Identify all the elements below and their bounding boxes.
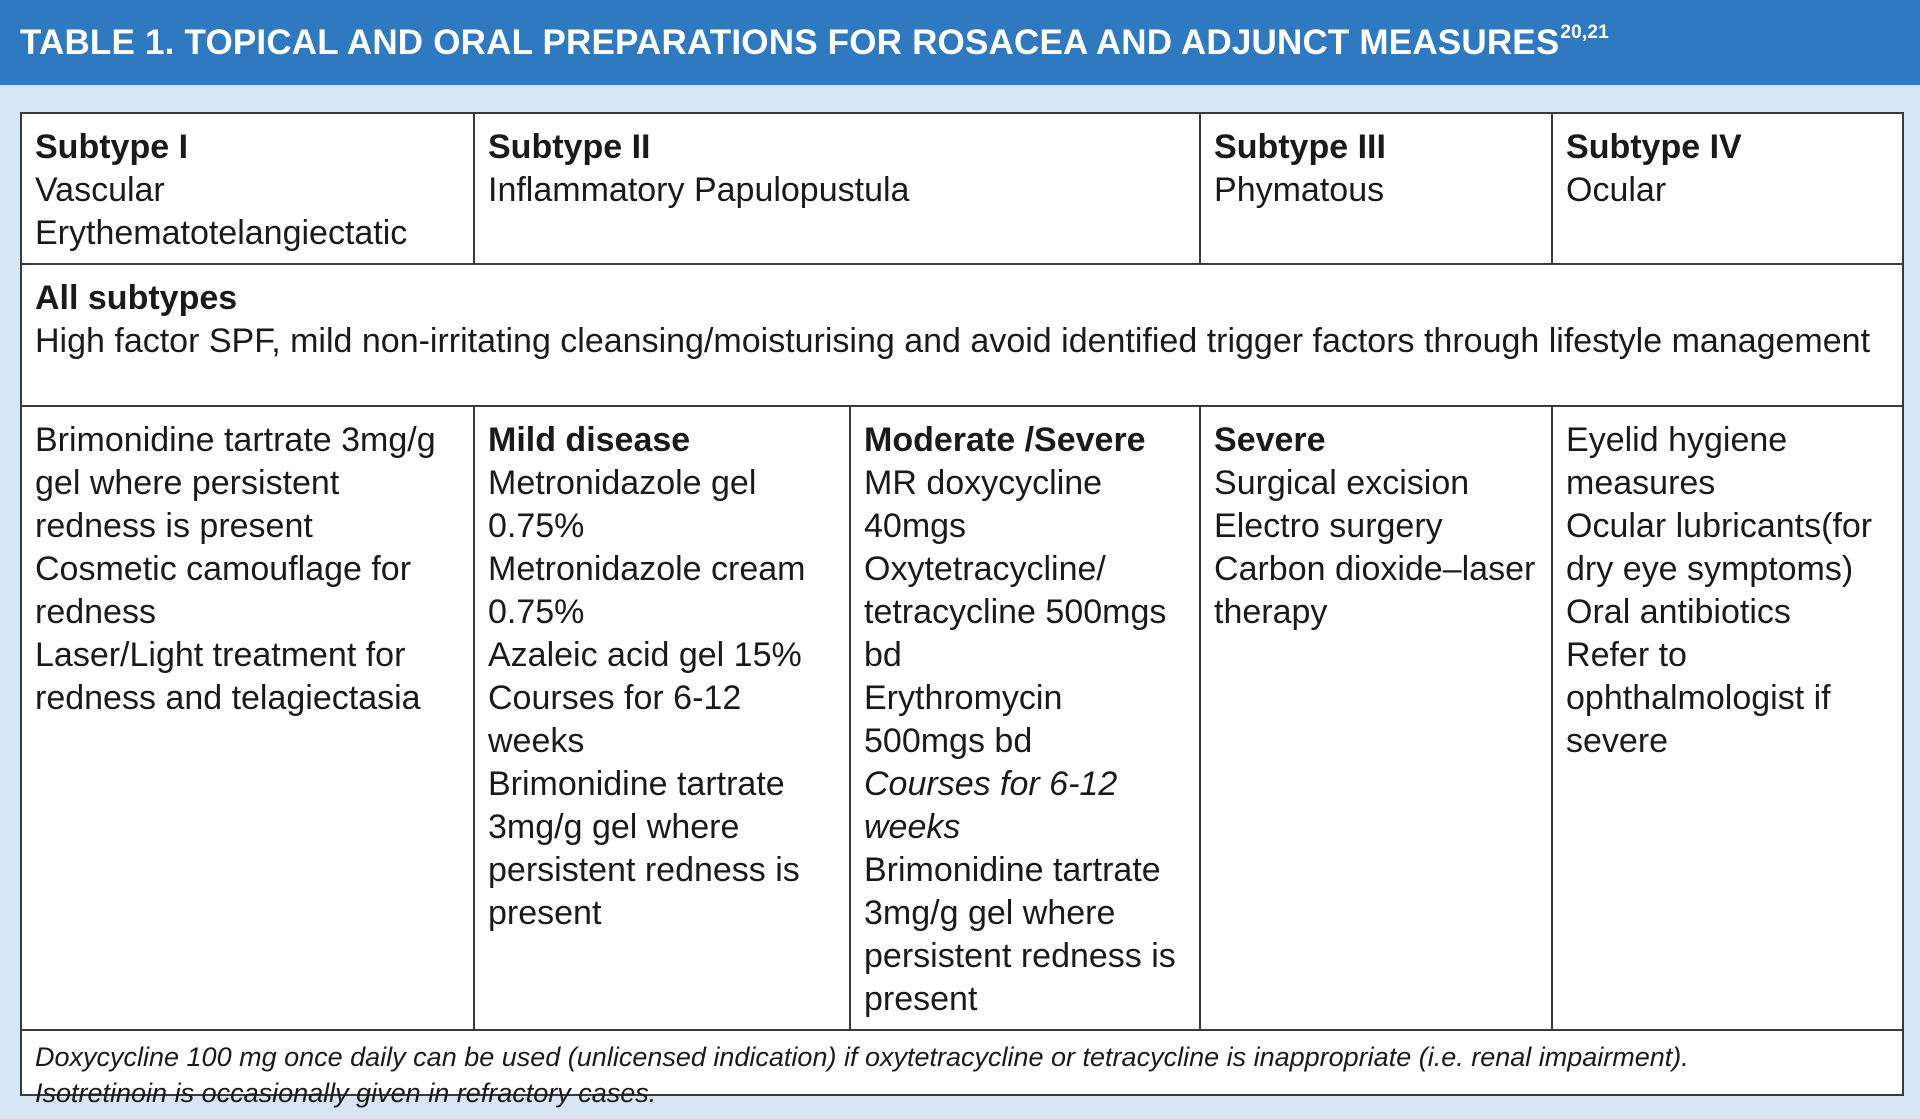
all-subtypes-text: High factor SPF, mild non-irritating cleansing/moisturising and avoid identified trigger factors through lifestyle management [35,322,1871,360]
subtype-2-line-1: Inflammatory Papulopustula [488,171,910,209]
subtype-4-line-1: Ocular [1566,171,1667,209]
moderate-treatment-item: Brimonidine tartrate 3mg/g gel where persistent redness is present [864,851,1176,1018]
table-title-references: 20,21 [1560,22,1609,43]
header-subtype-1 [22,114,474,264]
table-title-text: TABLE 1. TOPICAL AND ORAL PREPARATIONS FOR ROSACEA AND ADJUNCT MEASURES [20,23,1560,62]
ocular-treatments [1552,406,1902,1030]
footnote-cell [22,1030,1902,1119]
moderate-treatment-item: Erythromycin 500mgs bd [864,679,1063,760]
all-subtypes-row [22,264,1902,406]
mild-treatment-item: Courses for 6-12 weeks [488,679,742,760]
ocular-treatment-item: Eyelid hygiene measures [1566,421,1788,502]
all-subtypes-title: All subtypes [35,279,238,317]
subtype-1-treatment-item: Cosmetic camouflage for redness [35,550,412,631]
table-title-bar [0,0,1920,85]
mild-treatment-item: Azaleic acid gel 15% [488,636,802,674]
moderate-severe-title: Moderate /Severe [864,421,1146,459]
mild-treatment-item: Metronidazole cream 0.75% [488,550,806,631]
header-subtype-4 [1552,114,1902,264]
header-subtype-3 [1200,114,1552,264]
subtype-1-treatment-item: Laser/Light treatment for redness and telagiectasia [35,636,421,717]
subtype-3-title: Subtype III [1214,128,1386,166]
footnote-row [22,1030,1902,1119]
all-subtypes-cell [22,264,1902,406]
subtype-1-treatment-item: Brimonidine tartrate 3mg/g gel where persistent redness is present [35,421,436,545]
rosacea-table [20,112,1904,1108]
mild-disease-title: Mild disease [488,421,691,459]
subtype-1-line-2: Erythematotelangiectatic [35,214,408,252]
mild-treatment-item: Metronidazole gel 0.75% [488,464,757,545]
severe-treatments [1200,406,1552,1030]
table-title [20,22,1609,63]
ocular-treatment-item: Ocular lubricants(for dry eye symptoms) [1566,507,1873,588]
moderate-treatment-item: Oxytetracycline/ tetracycline 500mgs bd [864,550,1167,674]
ocular-treatment-item: Refer to ophthalmologist if severe [1566,636,1831,760]
subtype-4-title: Subtype IV [1566,128,1742,166]
subtype-3-line-1: Phymatous [1214,171,1385,209]
footnote-line-1: Doxycycline 100 mg once daily can be used (unlicensed indication) if oxytetracycline or tetracycline is inappropriate (i.e. renal impairment). [35,1042,1689,1072]
subtype-1-title: Subtype I [35,128,189,166]
mild-treatment-item: Brimonidine tartrate 3mg/g gel where persistent redness is present [488,765,800,932]
ocular-treatment-item: Oral antibiotics [1566,593,1791,631]
subtype-1-line-1: Vascular [35,171,165,209]
severe-treatment-item: Carbon dioxide–laser therapy [1214,550,1536,631]
moderate-treatment-item: MR doxycycline 40mgs [864,464,1103,545]
severe-title: Severe [1214,421,1326,459]
header-subtype-2 [474,114,1200,264]
moderate-treatment-item: Courses for 6-12 weeks [864,765,1118,846]
treatments-row [22,406,1902,1030]
footnote-line-2: Isotretinoin is occasionally given in refractory cases. [35,1078,657,1108]
severe-treatment-item: Electro surgery [1214,507,1443,545]
subtype-1-treatments [22,406,474,1030]
header-row [22,114,1902,264]
mild-disease-treatments [474,406,850,1030]
moderate-severe-treatments [850,406,1200,1030]
treatment-table [22,114,1902,1119]
subtype-2-title: Subtype II [488,128,651,166]
severe-treatment-item: Surgical excision [1214,464,1470,502]
